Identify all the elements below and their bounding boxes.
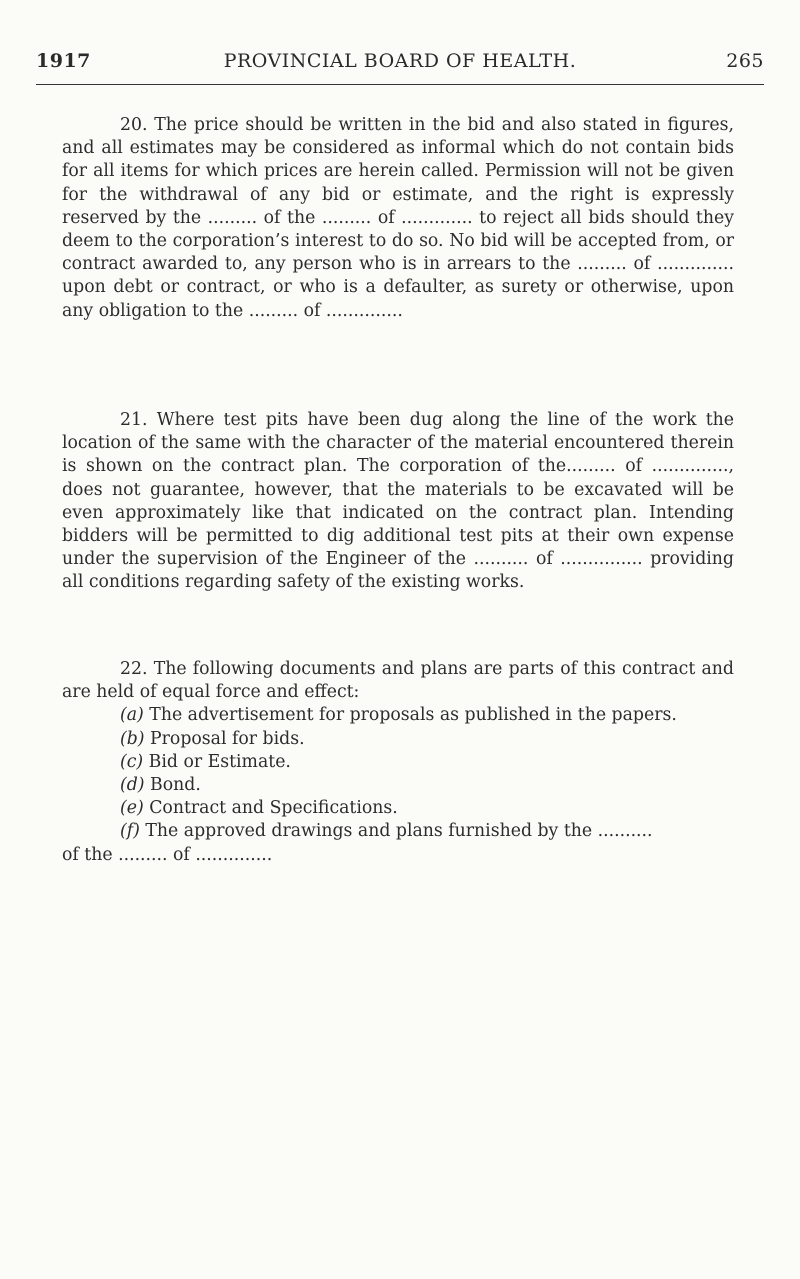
list-item-d: (d) Bond.: [120, 775, 201, 796]
section-21: [62, 409, 734, 595]
list-item-b: (b) Proposal for bids.: [120, 728, 305, 749]
paragraph-20: 20. The price should be written in the bid and also stated in figures, and all estimates may be considered as informal which do not contain bids for all items for which prices are herein called. Permission will not be given for the withdrawal of any bid or estimate, and the right is expressly reserved by the ......... of the ......... of ............. to reject all bids should they deem to the corporation’s interest to do so. No bid will be accepted from, or contract awarded to, any person who is in arrears to the ......... of .............. upon debt or contract, or who is a defaulter, as surety or otherwise, upon any obligation to the ......... of ..............: [62, 115, 734, 321]
list-item-c: (c) Bid or Estimate.: [120, 751, 291, 772]
paragraph-22-intro: 22. The following documents and plans are parts of this contract and are held of equal force and effect:: [62, 659, 734, 703]
list-item-a: (a) The advertisement for proposals as published in the papers.: [120, 705, 677, 726]
list-item-f: (f) The approved drawings and plans furnished by the ..........: [120, 821, 653, 842]
header-title: PROVINCIAL BOARD OF HEALTH.: [223, 50, 577, 72]
header-year: 1917: [36, 50, 91, 72]
header-rule: [36, 84, 764, 85]
list-item-e: (e) Contract and Specifications.: [120, 798, 398, 819]
paragraph-22-last-line: of the ......... of ..............: [62, 844, 273, 865]
running-header: [36, 50, 764, 80]
section-22: [62, 658, 734, 867]
section-20: [62, 114, 734, 323]
page-number: 265: [726, 50, 764, 72]
paragraph-21: 21. Where test pits have been dug along the line of the work the location of the same with the character of the material encountered therein is shown on the contract plan. The corporation of the......... of .............., does not guarantee, however, that the materials to be excavated will be even approximately like that indicated on the contract plan. Intending bidders will be permitted to dig additional test pits at their own expense under the supervision of the Engineer of the .......... of ............... providing all conditions regarding safety of the existing works.: [62, 410, 734, 593]
